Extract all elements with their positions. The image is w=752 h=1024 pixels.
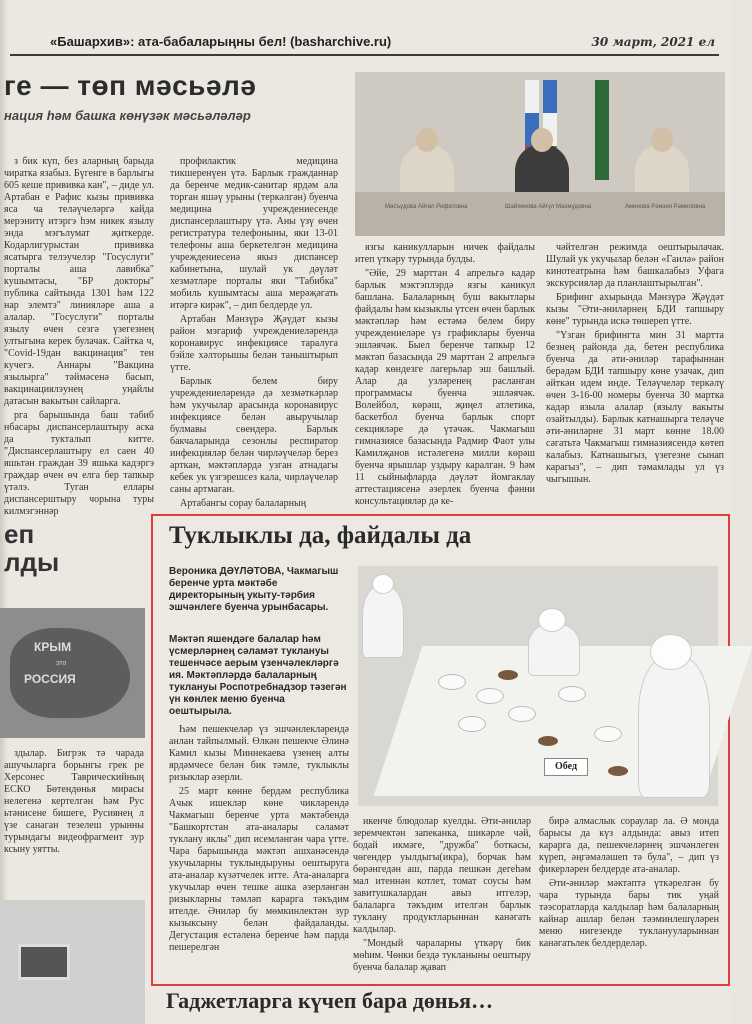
plate-icon [508, 706, 536, 722]
feature-author: Вероника ДӘҮЛӘТОВА, Чакмагыш беренче урта мәктәбе директорының укыту-тәрбия эшчәнлеге буенча урынбасары. [169, 566, 339, 613]
person-head [531, 128, 553, 152]
paragraph: Барлык белем биру учреждениеләрендә дә хезмәткәрләр һәм укучылар арасында коронавирус инфекциясе белән авыручылар булмавы сөендерә. Барлык бакчаларында сезонлы респиратор инфекцияләр белән чирләүчеләр берез арткан, мәктәпләрдә узган атнадагы кебек ук үзгэрешсез кала, чирләүчеләр саны артмаган. [170, 376, 338, 495]
nameplate: Шайхинова Айгүл Махмудовна [505, 204, 592, 210]
person-head [416, 128, 438, 152]
paragraph: "Мондый чараларны үткәрү бик мөһим. Чөнки бездә тукланыны оештыру буенча балалар җавап [353, 938, 531, 973]
cook-cap [650, 634, 692, 670]
dish-icon [608, 766, 628, 776]
plate-icon [594, 726, 622, 742]
paragraph: з бик күп, без аларның барыда чиратка язабыз. Бүгенге в барлыгы 605 кеше прививка кан", – диде ул. Артабан е Рафис кызы прививка яса ча теләүчеләргә кайда мерэнитү итэргэ һэм никек язылу энда мэгълумат җиткерде. Кодарлигурыстан прививка ясатырга телэучелэр "Госуслуги" порталы аша лавибка" кушымтасы, "БР докторы" публика сайтында 1301 һәм 122 нар элемтэ" линияләре аша а алалар. "Госуслуги" порталы язылу өчен сезгә үзегезнең ултыгына керек булачак. Сайтка ч, "Covid-19дан вакцинация" тен кучегэ. Аннары "Вакцина язылырга" тәймәсенә басып, вакцинациялэунең уңайлы датасын вакытын сайларга. [4, 156, 154, 407]
lunch-sign: Обед [544, 758, 588, 776]
feature-column-2 [353, 816, 531, 976]
map-label: КРЫМ [34, 640, 72, 654]
paragraph: "Әйе, 29 марттан 4 апрельгә кадәр барлык мэктэплэрдә язгы каникул башлана. Балаларның буш вакытлары файдалы һәм кызыклы үтсен өчен барлык мәктәпләр һәм естәмә белем биру учреждениеләре үз графиклары буенча эшләячәк. Быел беренче тапкыр 12 мәктәп базасында 29 марттан 2 апрельгә кадәр көндезге лагерьлар эш башлый. Алар да узләренең расланган программасы буенча эшләячәк. Волейбол, көрәш, җиңел атлетика, баскетбол буенча барлык спорт секцияләре дә үтәчәк. Чакмагыш гимназиясе базасында Радмир Фаот улы Камилҗанов истәлегенә милли көрәш буенча ярышлар уздыру каралган. 9 һәм 11 сыйныфларда дәүләт йомгаклау аттестациясенә әзерлек буенча фәнни консультацияләр дә ке- [355, 268, 535, 507]
briefing-photo [355, 72, 725, 236]
cook-figure [362, 586, 404, 658]
map-label: это [56, 660, 67, 667]
feature-lead: Мәктәп яшендәге балалар һәм үсмерләрнең сәламәт туклануы тешенчәсе аерым үзенчәлекләргә ия. Мәктәпләрдә балаларның туклануы Роспотребнадзор тәзегән үн көнлек меню буенча оештырыла. [169, 634, 347, 717]
map-label: РОССИЯ [24, 672, 76, 686]
paragraph: 25 март көнне бердәм республика Ачык ишекләр көне чикләрендә Чакмагыш беренче урта мәктәбендә "Башкортстан ата-аналары сәламәт туклану яклы" дип исемләнгән чара үтте. Чара барышында мәктәп ашханәсендә укучыларны туклындыруны оештыруга ата-аналар күзәтчелек итте. Ата-аналарга укучылар өчен тешке ашка әзерләнгән ризыкларны тәмләп карарга тәкъдим ителде. Әниләр бу мөмкинлектән зур кызыксыну белән файдаланды. Дегустация естәленә беренче һәм парда пешерелгән [169, 786, 349, 953]
left-article-text [4, 748, 144, 888]
paragraph: чәйтелгән режимда оештырылачак. Шулай ук укучылар белән «Гаилә» район кинотеатрына һәм башкалабыз Уфага экскурсияләр да планлаштырылган". [546, 242, 724, 289]
briefing-table [355, 192, 725, 236]
cook-cap [372, 574, 394, 594]
nameplate: Аминова Рәмзия Рәмиловна [625, 204, 706, 210]
nameplate: Мәсъүдова Айгөл Рифатовна [385, 204, 468, 210]
paragraph: рга барышында баш табиб нбасары диспансерлаштыру аска да тукталып китте. "Диспансерлаштыру ел саен 40 яшьтән граждан 39 яшька кадэргэ граждар өчен өч елга бер тапкыр үтәлэ. Туган еллары диспансерштыру чорына туры килмэгэннәр [4, 410, 154, 517]
left-article-headline: еп лды [4, 519, 60, 577]
masthead-date: 30 март, 2021 ел [591, 35, 715, 49]
dish-icon [498, 670, 518, 680]
flag-icon [595, 80, 609, 180]
paragraph: здылар. Бигрэк тә чарада ашучыларга борынгы грек ре Херсонес Таврическийның ЕСКО Бөтендөнья мирасы нелегенә кертелгән һәм Рус ьтәнисене бишеге, Русиянең л үзе санаган тезелеш урынны турындагы видеофрагмент зур ксыну уятты. [4, 748, 144, 855]
monitor-icon [18, 944, 70, 980]
plate-icon [458, 716, 486, 732]
paragraph: бирә алмаслык сораулар ла. Ә монда барысы да күз алдында: авыз итеп карарга да, пешекчеләрнең эшчәнлеген күреп, әңгәмәләшеп тә була", – дип үз фикерләрен белдерде ата-аналар. [539, 816, 719, 875]
feature-column-3 [539, 816, 719, 976]
paragraph: Һәм пешекчеләр үз эшчәнлекләрендә анлан тайпылмый. Өлкән пешекче Әлинә Камил кызы Миннекаева үзенең алты ярдәмчесе белән бик тәмле, туклыклы ризыклар әзерли. [169, 724, 349, 783]
plate-icon [476, 688, 504, 704]
canteen-photo [358, 566, 718, 806]
dish-icon [538, 736, 558, 746]
person-head [651, 128, 673, 152]
classroom-photo [0, 900, 145, 1024]
paragraph: икенче блюдолар куелды. Әти-әниләр зеремчектән запеканка, шикәрле чәй, бодай икмәге, "дружба" боткасы, чөгендер уылдыгы(икра), борчак һәм бөрәнгедән аш, парда пешкән дегеһәм мал итеннән котлет, томат соусы һәм завитушкалардан авыз итгелэр, балаларга тәкъдим ителгән барлык туклану продуктларыннан канәгать калдылар. [353, 816, 531, 935]
top-article-subheadline: нация һәм башка көнүзәк мәсьәләләр [4, 108, 251, 123]
left-article [0, 520, 150, 1024]
plate-icon [558, 686, 586, 702]
top-article-column-4 [546, 242, 724, 502]
paragraph: профилактик медицина тикшеренүен үтә. Барлык гражданнар да беренче медик-санитар ярдәм ала торган яшәү урыны (теркәлгән) буенча медицина учреждениесенде диспансерлаштыру үтә. Аны үзү өчен регистратура телефоныны, яки 13-01 телефоны аша беркетелгән медицина учреждениесенә якыз диспансер кабинетына, шулай ук дәүләт хезмәтләре порталы яки "Табибка" мобиль кушымтасы аша мерәҗәгать итәргә кирәк", – дип белдерде ул. [170, 156, 338, 311]
paragraph: Әти-әниләр мәктәптә үткәрелгән бу чара турында бары тик уңай тәэсоратларда калдылар һәм балаларның кайнар ашлар белән тәэминлешүләрен меню нигезенде тукланууларыннан канәгатьлек белдерделәр. [539, 878, 719, 949]
paragraph: язгы каникулларын ничек файдалы итеп үткәру турында булды. [355, 242, 535, 265]
masthead-title: «Башархив»: ата-бабаларыңны бел! (basharchive.ru) [50, 34, 392, 49]
paragraph: "Үзган брифингта мин 31 мартта безнең районда да, бетен республика буенча да әти-әниләр тарафыннан берәдәм БДИ тапшыру көне узачак, дип әйткән идем инде. Теләүчеләр теркәлү өчен 3-16-00 номеры буенча 30 мартка кадәр язылa алалар (язылу вакыты озайтылды). Барлык катнашырга теләүче әти-әниләрне 31 март көнне 18.00 сәгатьтә Чакмагыш гимназиясендә көтеп калабыз. Катнашыгыз, үзегезне сынап карагыз", – дип тәмамлады ул үз чыгышын. [546, 330, 724, 485]
feature-column-1 [169, 724, 349, 979]
crimea-map-image [0, 608, 145, 738]
plate-icon [438, 674, 466, 690]
feature-article-highlight [151, 514, 730, 986]
paragraph: Артабангы сорау балаларның [180, 498, 307, 509]
masthead [10, 28, 719, 56]
cook-figure [638, 656, 710, 798]
paragraph: Артабан Мәнзүрә Җәүдәт кызы район мэгариф учреждениеләрендә коронавирус инфекциясе таралуга бэйле хәлторышы белән таныштырып үтте. [170, 314, 338, 373]
top-article-headline: ге — төп мәсьәлә [4, 70, 257, 101]
top-article-column-2 [170, 156, 338, 509]
top-article-column-3 [355, 242, 535, 507]
top-article-column-1 [4, 156, 154, 516]
paragraph: Брифинг ахырында Мәнзүрә Җәүдәт кызы "Әти-әниләрнең БДИ тапшыру көне" турында искә төшереп үтте. [546, 292, 724, 327]
bottom-article-headline: Гаджетларга күчеп бара дөнья… [166, 988, 494, 1013]
feature-title: Туклыклы да, файдалы да [169, 522, 472, 549]
cook-cap [538, 608, 566, 632]
